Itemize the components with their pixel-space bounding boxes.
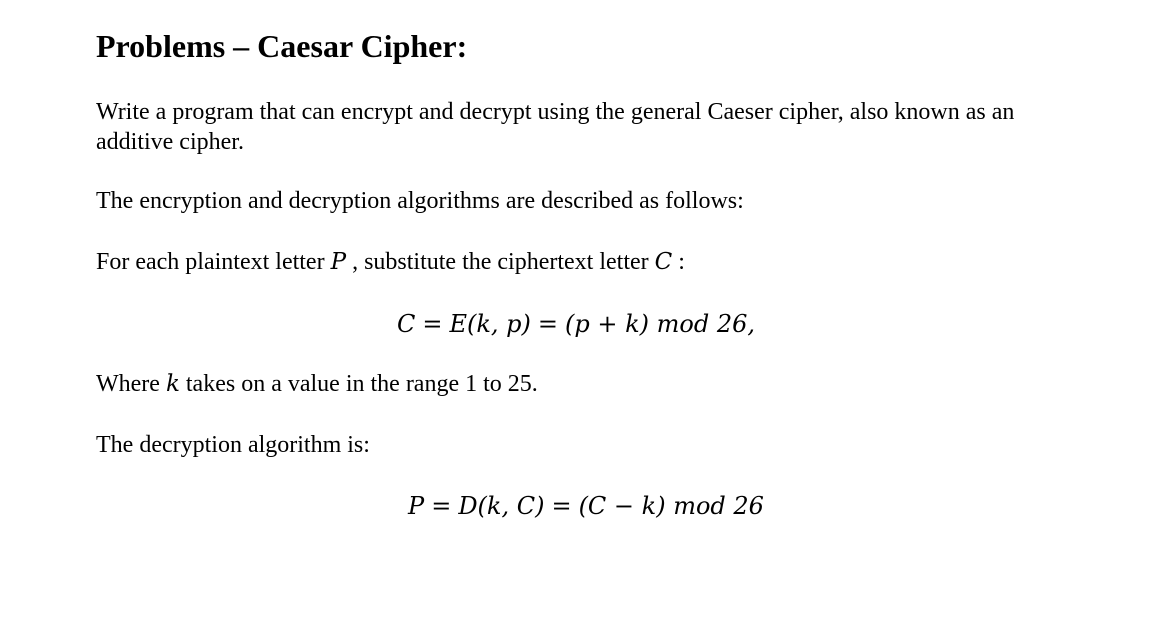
algorithm-description: The encryption and decryption algorithms are described as follows: [96, 188, 744, 214]
encryption-function: E(k, p) [449, 310, 531, 338]
substitution-prefix: For each plaintext letter [96, 249, 325, 275]
plaintext-variable: P [330, 249, 347, 275]
substitution-instruction [96, 247, 685, 277]
decryption-lhs: P [408, 492, 425, 520]
decryption-label: The decryption algorithm is: [96, 432, 370, 458]
encryption-rhs: (p + k) mod 26, [565, 310, 755, 338]
intro-paragraph: Write a program that can encrypt and decrypt using the general Caeser cipher, also known as an additive cipher. [96, 99, 1015, 155]
decryption-equation [96, 490, 1076, 522]
key-variable: k [165, 371, 180, 397]
decryption-function: D(k, C) [458, 492, 545, 520]
encryption-equation [86, 308, 1066, 340]
encryption-equals-1: = [422, 310, 443, 338]
decryption-rhs: (C − k) mod 26 [578, 492, 764, 520]
encryption-lhs: C [396, 310, 416, 338]
substitution-middle: , substitute the ciphertext letter [352, 249, 649, 275]
key-range-suffix: takes on a value in the range 1 to 25. [185, 371, 538, 397]
decryption-equals-2: = [551, 492, 572, 520]
key-range-prefix: Where [96, 371, 160, 397]
key-range-sentence [96, 369, 538, 399]
encryption-equals-2: = [537, 310, 558, 338]
page-title: Problems – Caesar Cipher: [96, 28, 468, 64]
document-page [96, 0, 1096, 638]
substitution-suffix: : [678, 249, 685, 275]
decryption-equals-1: = [431, 492, 452, 520]
ciphertext-variable: C [654, 249, 673, 275]
